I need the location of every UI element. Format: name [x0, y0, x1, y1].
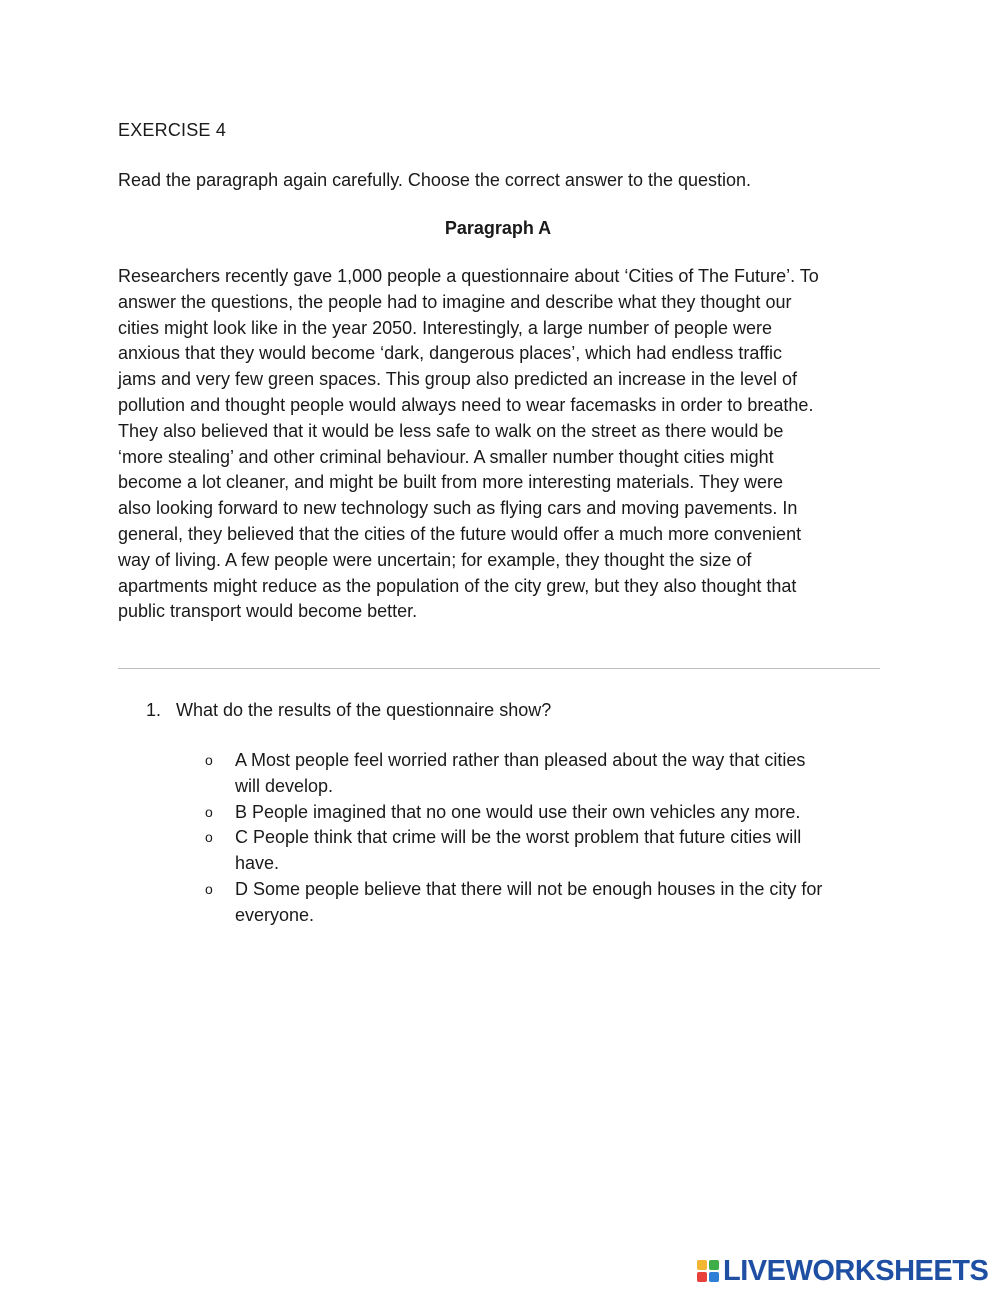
option-bullet-icon: o — [205, 752, 213, 768]
option-bullet-icon: o — [205, 829, 213, 846]
logo-tile — [709, 1272, 719, 1282]
paragraph-line: apartments might reduce as the population of the city grew, but they also thought that — [118, 575, 797, 596]
paragraph-body — [118, 264, 888, 625]
logo-mark-icon — [697, 1260, 719, 1282]
logo-tile — [697, 1272, 707, 1282]
paragraph-line: ‘more stealing’ and other criminal behaviour. A smaller number thought cities might — [118, 446, 774, 467]
option-bullet-icon: o — [205, 880, 213, 897]
logo-tile — [697, 1260, 707, 1270]
answer-option-a[interactable] — [205, 748, 895, 800]
paragraph-line: Researchers recently gave 1,000 people a questionnaire about ‘Cities of The Future’. To — [118, 266, 819, 286]
paragraph-line: They also believed that it would be less safe to walk on the street as there would be — [118, 420, 784, 441]
paragraph-line: jams and very few green spaces. This group also predicted an increase in the level of — [118, 369, 798, 390]
option-text-line: B People imagined that no one would use their own vehicles any more. — [235, 801, 801, 822]
answer-option-d[interactable] — [205, 877, 895, 929]
paragraph-line: become a lot cleaner, and might be built from more interesting materials. They were — [118, 472, 783, 493]
option-text-line: A Most people feel worried rather than pleased about the way that cities — [235, 750, 806, 770]
paragraph-line: answer the questions, the people had to imagine and describe what they thought our — [118, 291, 792, 312]
paragraph-line: cities might look like in the year 2050. Interestingly, a large number of people were — [118, 317, 773, 338]
option-text-line: D Some people believe that there will not be enough houses in the city for — [235, 878, 823, 899]
paragraph-line: also looking forward to new technology such as flying cars and moving pavements. In — [118, 498, 798, 519]
section-divider — [118, 668, 880, 669]
instruction-text: Read the paragraph again carefully. Choose the correct answer to the question. — [118, 170, 752, 190]
answer-options — [205, 748, 895, 929]
paragraph-line: general, they believed that the cities of the future would offer a much more convenient — [118, 523, 802, 544]
question-number: 1. — [146, 700, 162, 720]
option-bullet-icon: o — [205, 803, 213, 820]
paragraph-line: pollution and thought people would always need to wear facemasks in order to breathe. — [118, 394, 814, 415]
paragraph-line: anxious that they would become ‘dark, dangerous places’, which had endless traffic — [118, 343, 783, 364]
liveworksheets-logo — [697, 1256, 988, 1286]
exercise-title: EXERCISE 4 — [118, 120, 227, 140]
answer-option-c[interactable] — [205, 825, 895, 877]
option-text-line: C People think that crime will be the worst problem that future cities will — [235, 827, 802, 848]
answer-option-b[interactable] — [205, 800, 895, 826]
option-text-line: will develop. — [235, 775, 334, 796]
logo-text: LIVEWORKSHEETS — [723, 1254, 989, 1287]
paragraph-line: way of living. A few people were uncertain; for example, they thought the size of — [118, 549, 752, 570]
paragraph-line: public transport would become better. — [118, 601, 418, 622]
question-text: What do the results of the questionnaire show? — [176, 700, 552, 720]
option-text-line: have. — [235, 853, 280, 874]
paragraph-heading: Paragraph A — [444, 218, 552, 238]
logo-tile — [709, 1260, 719, 1270]
option-text-line: everyone. — [235, 904, 315, 925]
question-1 — [146, 700, 551, 721]
